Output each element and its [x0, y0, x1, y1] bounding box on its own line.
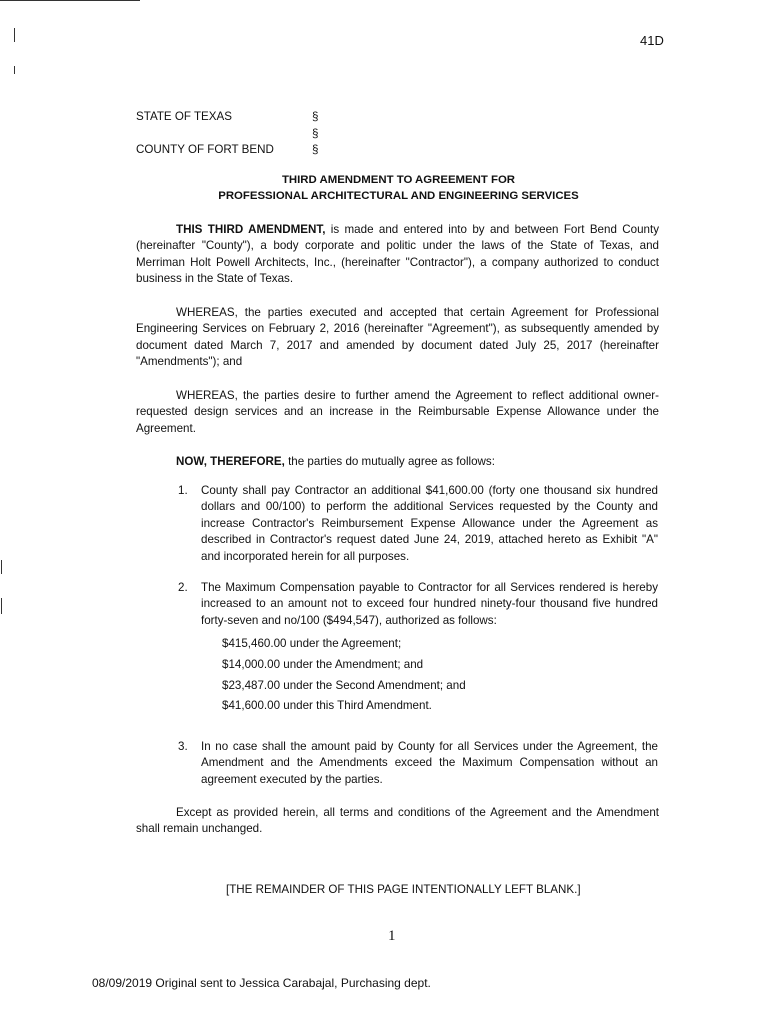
list-item: The Maximum Compensation payable to Contractor for all Services rendered is hereby increased to an amount not to exceed four hundred ninety-four thousand five hundred forty-seven and no/100 ($494,547), authorized as follows: — [201, 581, 658, 627]
scan-artifact-left-mark — [1, 598, 2, 614]
whereas-text: WHEREAS, the parties desire to further amend the Agreement to reflect additional owner-requested design services and an increase in the Reimbursable Expense Allowance under the Agreement. — [136, 389, 659, 435]
section-sign: § — [312, 143, 319, 156]
amount-line: $23,487.00 under the Second Amendment; and — [222, 679, 466, 692]
except-paragraph — [136, 805, 659, 838]
except-text: Except as provided herein, all terms and conditions of the Agreement and the Amendment shall remain unchanged. — [136, 806, 659, 836]
whereas-text: WHEREAS, the parties executed and accepted that certain Agreement for Professional Engineering Services on February 2, 2016 (hereinafter "Agreement"), as subsequently amended by document dated March 7, 2017 and amended by document dated July 25, 2017 (hereinafter "Amendments"); and — [136, 306, 659, 369]
list-item: In no case shall the amount paid by County for all Services under the Agreement, the Amendment and the Amendments exceed the Maximum Compensation without an agreement executed by the parties. — [201, 740, 658, 786]
section-sign: § — [312, 127, 319, 140]
list-number: 3. — [178, 740, 188, 753]
list-number: 1. — [178, 484, 188, 497]
whereas-paragraph — [136, 388, 659, 437]
document-subtitle: PROFESSIONAL ARCHITECTURAL AND ENGINEERING SERVICES — [218, 190, 579, 202]
venue-county: COUNTY OF FORT BEND — [136, 143, 274, 156]
whereas-paragraph — [136, 305, 659, 371]
list-number: 2. — [178, 581, 188, 594]
section-sign: § — [312, 110, 319, 123]
intro-paragraph — [136, 222, 659, 288]
scan-artifact-left-mark — [1, 560, 2, 574]
remainder-note: [THE REMAINDER OF THIS PAGE INTENTIONALLY LEFT BLANK.] — [226, 883, 581, 896]
intro-lead: THIS THIRD AMENDMENT, — [176, 223, 326, 236]
therefore-lead: NOW, THEREFORE, — [176, 455, 285, 468]
venue-state: STATE OF TEXAS — [136, 110, 232, 123]
amount-line: $41,600.00 under this Third Amendment. — [222, 699, 432, 712]
page-code: 41D — [640, 33, 664, 48]
list-item: County shall pay Contractor an additional $41,600.00 (forty one thousand six hundred dollars and 00/100) to perform the additional Services requested by the County and increase Contractor's Reimbursement Expense Allowance under the Agreement as described in Contractor's request dated June 24, 2019, attached hereto as Exhibit "A" and incorporated herein for all purposes. — [201, 484, 658, 563]
scan-artifact-top-line — [0, 0, 140, 1]
amount-line: $14,000.00 under the Amendment; and — [222, 658, 424, 671]
scan-artifact-left-mark — [14, 66, 15, 74]
footer-note: 08/09/2019 Original sent to Jessica Carabajal, Purchasing dept. — [92, 976, 431, 990]
page-number: 1 — [388, 928, 396, 944]
scan-artifact-left-mark — [14, 28, 15, 42]
document-title: THIRD AMENDMENT TO AGREEMENT FOR — [281, 174, 516, 186]
therefore-text: the parties do mutually agree as follows: — [284, 455, 495, 468]
therefore-paragraph — [136, 454, 659, 470]
amount-line: $415,460.00 under the Agreement; — [222, 637, 402, 650]
intro-text: is made and entered into by and between Fort Bend County (hereinafter "County"), a body corporate and politic under the laws of the State of Texas, and Merriman Holt Powell Architects, Inc., (hereinafter "Contractor"), a company authorized to conduct business in the State of Texas. — [136, 223, 659, 286]
